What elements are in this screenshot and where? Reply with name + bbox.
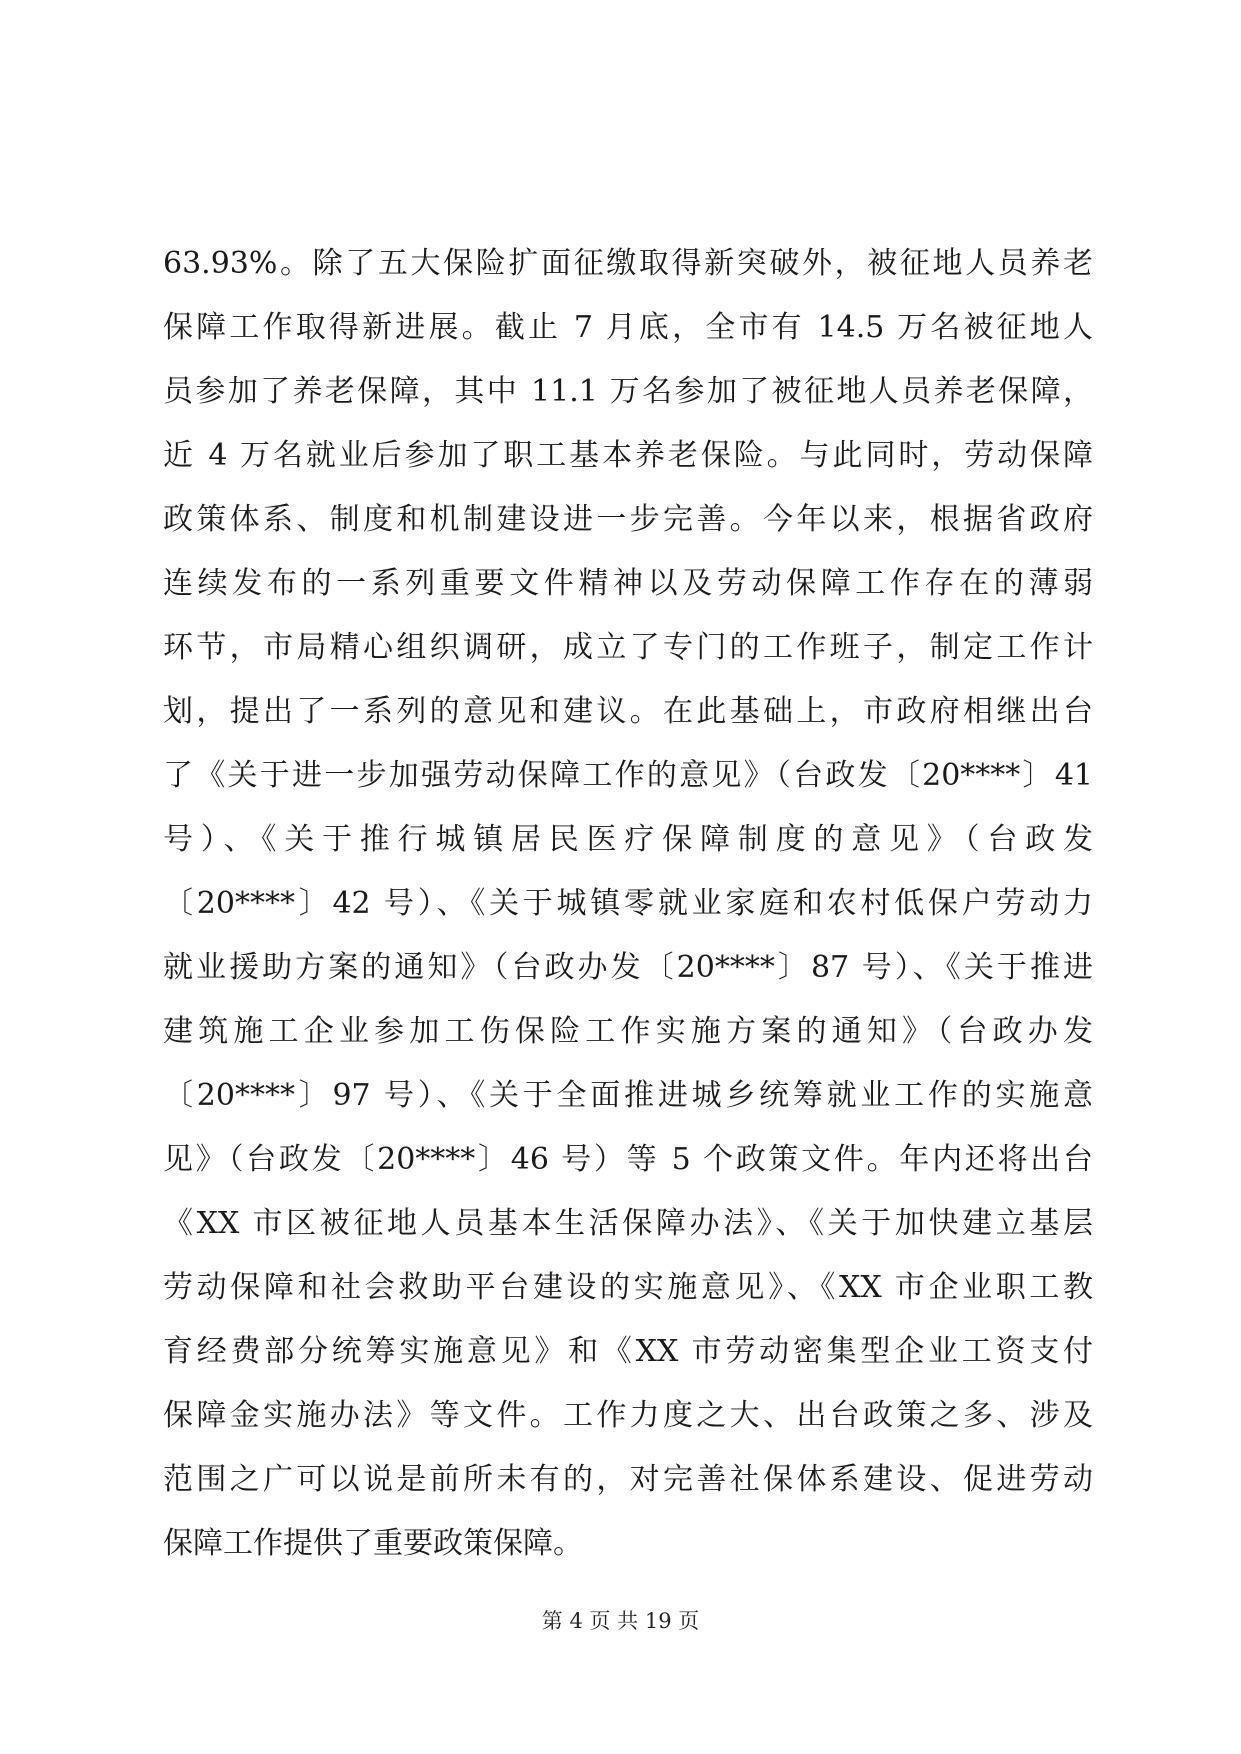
- text-line: 见》（台政发〔20****〕46 号）等 5 个政策文件。年内还将出台: [163, 1142, 1093, 1177]
- text-line: 近 4 万名就业后参加了职工基本养老保险。与此同时，劳动保障: [163, 438, 1093, 473]
- text-line: 保障金实施办法》等文件。工作力度之大、出台政策之多、涉及: [163, 1398, 1093, 1433]
- text-line: 就业援助方案的通知》（台政办发〔20****〕87 号）、《关于推进: [163, 950, 1093, 985]
- text-line: 育经费部分统筹实施意见》和《XX 市劳动密集型企业工资支付: [163, 1334, 1093, 1369]
- text-line: 63.93%。除了五大保险扩面征缴取得新突破外，被征地人员养老: [163, 246, 1093, 281]
- text-line: 劳动保障和社会救助平台建设的实施意见》、《XX 市企业职工教: [163, 1270, 1093, 1305]
- text-line: 环节，市局精心组织调研，成立了专门的工作班子，制定工作计: [163, 630, 1093, 665]
- text-line: 〔20****〕42 号）、《关于城镇零就业家庭和农村低保户劳动力: [163, 886, 1093, 921]
- text-line: 建筑施工企业参加工伤保险工作实施方案的通知》（台政办发: [163, 1014, 1093, 1049]
- text-line: 划，提出了一系列的意见和建议。在此基础上，市政府相继出台: [163, 694, 1093, 729]
- text-line: 了《关于进一步加强劳动保障工作的意见》（台政发〔20****〕41: [163, 758, 1093, 793]
- text-line: 政策体系、制度和机制建设进一步完善。今年以来，根据省政府: [163, 502, 1093, 537]
- text-line: 号）、《关于推行城镇居民医疗保障制度的意见》（台政发: [163, 822, 1093, 857]
- text-line: 保障工作提供了重要政策保障。: [163, 1526, 583, 1561]
- text-line: 员参加了养老保障，其中 11.1 万名参加了被征地人员养老保障，: [163, 374, 1093, 409]
- body-paragraph: [163, 232, 1093, 1576]
- text-line: 《XX 市区被征地人员基本生活保障办法》、《关于加快建立基层: [163, 1206, 1093, 1241]
- text-line: 保障工作取得新进展。截止 7 月底，全市有 14.5 万名被征地人: [163, 310, 1093, 345]
- text-line: 范围之广可以说是前所未有的，对完善社保体系建设、促进劳动: [163, 1462, 1093, 1497]
- text-line: 〔20****〕97 号）、《关于全面推进城乡统筹就业工作的实施意: [163, 1078, 1093, 1113]
- text-line: 连续发布的一系列重要文件精神以及劳动保障工作存在的薄弱: [163, 566, 1093, 601]
- page-number-footer: 第 4 页 共 19 页: [541, 1609, 700, 1633]
